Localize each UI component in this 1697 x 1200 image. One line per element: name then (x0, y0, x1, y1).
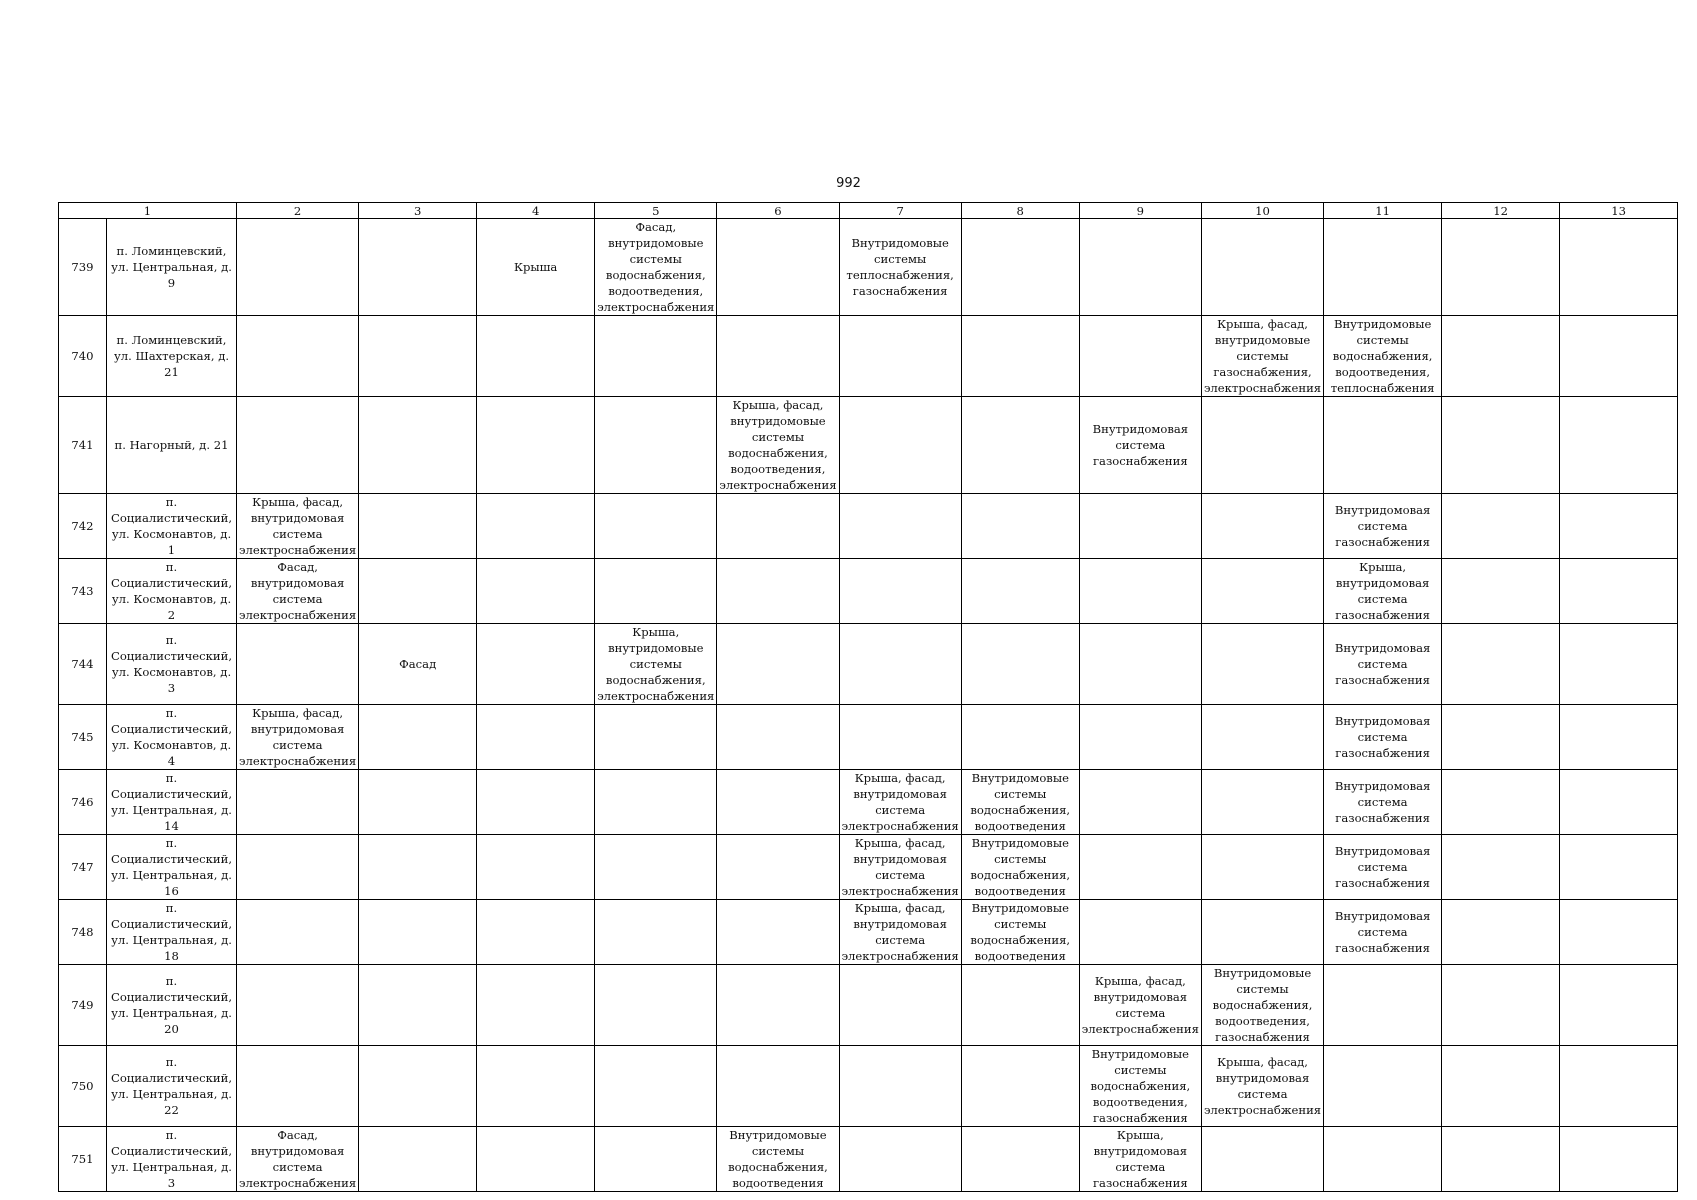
work-cell-col-4 (477, 1046, 595, 1127)
work-cell-col-3 (359, 219, 477, 316)
column-header-11: 11 (1324, 203, 1442, 219)
work-cell-col-9 (1079, 900, 1201, 965)
row-number: 742 (59, 494, 107, 559)
work-cell-col-11: Крыша, внутридомовая система газоснабжения (1324, 559, 1442, 624)
work-cell-col-5 (595, 1046, 717, 1127)
work-cell-col-2 (237, 1046, 359, 1127)
column-header-6: 6 (717, 203, 839, 219)
row-number: 740 (59, 316, 107, 397)
work-cell-col-2 (237, 397, 359, 494)
work-cell-col-9 (1079, 494, 1201, 559)
work-cell-col-7 (839, 397, 961, 494)
row-number: 748 (59, 900, 107, 965)
work-cell-col-12 (1442, 770, 1560, 835)
work-cell-col-9: Внутридомовые системы водоснабжения, водоотведения, газоснабжения (1079, 1046, 1201, 1127)
work-cell-col-6 (717, 900, 839, 965)
work-cell-col-2: Крыша, фасад, внутридомовая система электроснабжения (237, 705, 359, 770)
work-cell-col-7 (839, 559, 961, 624)
work-cell-col-12 (1442, 494, 1560, 559)
work-cell-col-12 (1442, 559, 1560, 624)
work-cell-col-11: Внутридомовая система газоснабжения (1324, 770, 1442, 835)
work-cell-col-2 (237, 316, 359, 397)
work-cell-col-3 (359, 965, 477, 1046)
work-cell-col-8 (961, 965, 1079, 1046)
work-cell-col-2: Крыша, фасад, внутридомовая система электроснабжения (237, 494, 359, 559)
work-cell-col-4 (477, 900, 595, 965)
work-cell-col-5 (595, 965, 717, 1046)
work-cell-col-7: Крыша, фасад, внутридомовая система электроснабжения (839, 770, 961, 835)
work-cell-col-6 (717, 219, 839, 316)
work-cell-col-9 (1079, 219, 1201, 316)
table-row (59, 965, 1678, 1046)
work-cell-col-9 (1079, 559, 1201, 624)
work-cell-col-7: Крыша, фасад, внутридомовая система электроснабжения (839, 900, 961, 965)
work-cell-col-5 (595, 494, 717, 559)
work-cell-col-12 (1442, 705, 1560, 770)
column-header-3: 3 (359, 203, 477, 219)
work-cell-col-11 (1324, 1127, 1442, 1192)
work-cell-col-8 (961, 1127, 1079, 1192)
address-cell: п. Социалистический, ул. Космонавтов, д. 3 (107, 624, 237, 705)
work-cell-col-11 (1324, 1046, 1442, 1127)
table-body (59, 203, 1678, 1192)
work-cell-col-4: Крыша (477, 219, 595, 316)
work-cell-col-10 (1201, 770, 1323, 835)
work-cell-col-11: Внутридомовые системы водоснабжения, водоотведения, теплоснабжения (1324, 316, 1442, 397)
address-cell: п. Ломинцевский, ул. Центральная, д. 9 (107, 219, 237, 316)
work-cell-col-10: Крыша, фасад, внутридомовые системы газоснабжения, электроснабжения (1201, 316, 1323, 397)
column-header-1: 1 (59, 203, 237, 219)
work-cell-col-2 (237, 835, 359, 900)
work-cell-col-10 (1201, 1127, 1323, 1192)
work-cell-col-13 (1560, 900, 1678, 965)
work-cell-col-10 (1201, 835, 1323, 900)
work-cell-col-12 (1442, 1127, 1560, 1192)
work-cell-col-12 (1442, 624, 1560, 705)
work-cell-col-10: Внутридомовые системы водоснабжения, водоотведения, газоснабжения (1201, 965, 1323, 1046)
work-cell-col-9 (1079, 835, 1201, 900)
work-cell-col-8 (961, 316, 1079, 397)
work-cell-col-13 (1560, 835, 1678, 900)
work-cell-col-7 (839, 624, 961, 705)
work-cell-col-2 (237, 900, 359, 965)
page-number: 992 (836, 176, 861, 191)
work-cell-col-3 (359, 770, 477, 835)
work-cell-col-9: Крыша, фасад, внутридомовая система электроснабжения (1079, 965, 1201, 1046)
table-row (59, 1127, 1678, 1192)
work-cell-col-6: Крыша, фасад, внутридомовые системы водоснабжения, водоотведения, электроснабжения (717, 397, 839, 494)
work-cell-col-8 (961, 219, 1079, 316)
table-row (59, 316, 1678, 397)
address-cell: п. Социалистический, ул. Космонавтов, д. 4 (107, 705, 237, 770)
work-cell-col-11: Внутридомовая система газоснабжения (1324, 494, 1442, 559)
work-cell-col-8: Внутридомовые системы водоснабжения, водоотведения (961, 900, 1079, 965)
work-cell-col-5: Фасад, внутридомовые системы водоснабжения, водоотведения, электроснабжения (595, 219, 717, 316)
row-number: 746 (59, 770, 107, 835)
work-cell-col-4 (477, 1127, 595, 1192)
work-cell-col-13 (1560, 965, 1678, 1046)
address-cell: п. Ломинцевский, ул. Шахтерская, д. 21 (107, 316, 237, 397)
column-header-4: 4 (477, 203, 595, 219)
work-cell-col-4 (477, 397, 595, 494)
work-cell-col-11: Внутридомовая система газоснабжения (1324, 835, 1442, 900)
work-cell-col-6 (717, 705, 839, 770)
work-cell-col-5 (595, 770, 717, 835)
table-row (59, 770, 1678, 835)
work-cell-col-9 (1079, 316, 1201, 397)
row-number: 739 (59, 219, 107, 316)
work-cell-col-10 (1201, 559, 1323, 624)
work-cell-col-2 (237, 965, 359, 1046)
work-cell-col-11: Внутридомовая система газоснабжения (1324, 900, 1442, 965)
work-cell-col-7 (839, 494, 961, 559)
column-header-9: 9 (1079, 203, 1201, 219)
work-cell-col-12 (1442, 397, 1560, 494)
row-number: 745 (59, 705, 107, 770)
work-cell-col-6 (717, 559, 839, 624)
work-cell-col-9 (1079, 770, 1201, 835)
column-header-5: 5 (595, 203, 717, 219)
work-cell-col-11: Внутридомовая система газоснабжения (1324, 624, 1442, 705)
work-cell-col-8: Внутридомовые системы водоснабжения, водоотведения (961, 770, 1079, 835)
work-cell-col-7 (839, 316, 961, 397)
row-number: 741 (59, 397, 107, 494)
work-cell-col-11: Внутридомовая система газоснабжения (1324, 705, 1442, 770)
work-cell-col-13 (1560, 1046, 1678, 1127)
column-header-row (59, 203, 1678, 219)
work-cell-col-13 (1560, 219, 1678, 316)
address-cell: п. Социалистический, ул. Центральная, д. 16 (107, 835, 237, 900)
address-cell: п. Социалистический, ул. Центральная, д. 3 (107, 1127, 237, 1192)
column-header-8: 8 (961, 203, 1079, 219)
work-cell-col-8 (961, 494, 1079, 559)
table-row (59, 624, 1678, 705)
work-cell-col-6 (717, 965, 839, 1046)
work-cell-col-11 (1324, 219, 1442, 316)
work-cell-col-8 (961, 397, 1079, 494)
work-cell-col-10 (1201, 219, 1323, 316)
table-row (59, 494, 1678, 559)
work-cell-col-3 (359, 900, 477, 965)
address-cell: п. Социалистический, ул. Космонавтов, д. 1 (107, 494, 237, 559)
work-cell-col-5 (595, 397, 717, 494)
work-cell-col-12 (1442, 219, 1560, 316)
work-cell-col-2: Фасад, внутридомовая система электроснабжения (237, 559, 359, 624)
work-cell-col-10 (1201, 900, 1323, 965)
work-cell-col-13 (1560, 397, 1678, 494)
work-cell-col-12 (1442, 965, 1560, 1046)
work-cell-col-13 (1560, 770, 1678, 835)
work-cell-col-5 (595, 900, 717, 965)
work-cell-col-3: Фасад (359, 624, 477, 705)
work-cell-col-8 (961, 559, 1079, 624)
column-header-7: 7 (839, 203, 961, 219)
work-cell-col-2 (237, 770, 359, 835)
column-header-13: 13 (1560, 203, 1678, 219)
work-cell-col-4 (477, 316, 595, 397)
work-cell-col-11 (1324, 965, 1442, 1046)
address-cell: п. Социалистический, ул. Центральная, д. 14 (107, 770, 237, 835)
work-cell-col-9 (1079, 705, 1201, 770)
work-cell-col-9 (1079, 624, 1201, 705)
column-header-12: 12 (1442, 203, 1560, 219)
work-cell-col-8 (961, 705, 1079, 770)
row-number: 749 (59, 965, 107, 1046)
work-cell-col-12 (1442, 900, 1560, 965)
work-cell-col-4 (477, 705, 595, 770)
work-cell-col-11 (1324, 397, 1442, 494)
work-cell-col-3 (359, 397, 477, 494)
work-cell-col-7 (839, 965, 961, 1046)
work-cell-col-12 (1442, 835, 1560, 900)
work-cell-col-4 (477, 965, 595, 1046)
work-cell-col-5 (595, 835, 717, 900)
work-cell-col-5: Крыша, внутридомовые системы водоснабжения, электроснабжения (595, 624, 717, 705)
table-row (59, 900, 1678, 965)
address-cell: п. Социалистический, ул. Центральная, д. 22 (107, 1046, 237, 1127)
work-cell-col-13 (1560, 494, 1678, 559)
table-row (59, 397, 1678, 494)
work-cell-col-9: Крыша, внутридомовая система газоснабжения (1079, 1127, 1201, 1192)
work-cell-col-6 (717, 624, 839, 705)
work-cell-col-7: Внутридомовые системы теплоснабжения, газоснабжения (839, 219, 961, 316)
row-number: 751 (59, 1127, 107, 1192)
work-cell-col-6 (717, 835, 839, 900)
work-cell-col-9: Внутридомовая система газоснабжения (1079, 397, 1201, 494)
table-row (59, 219, 1678, 316)
work-cell-col-5 (595, 705, 717, 770)
work-cell-col-2 (237, 624, 359, 705)
work-cell-col-5 (595, 316, 717, 397)
work-cell-col-3 (359, 316, 477, 397)
table-row (59, 705, 1678, 770)
work-cell-col-6 (717, 1046, 839, 1127)
work-cell-col-4 (477, 770, 595, 835)
work-cell-col-8: Внутридомовые системы водоснабжения, водоотведения (961, 835, 1079, 900)
work-cell-col-3 (359, 835, 477, 900)
address-cell: п. Социалистический, ул. Центральная, д. 18 (107, 900, 237, 965)
work-cell-col-12 (1442, 316, 1560, 397)
work-cell-col-13 (1560, 1127, 1678, 1192)
work-cell-col-7 (839, 705, 961, 770)
work-cell-col-8 (961, 1046, 1079, 1127)
work-cell-col-5 (595, 1127, 717, 1192)
work-cell-col-4 (477, 624, 595, 705)
work-cell-col-6: Внутридомовые системы водоснабжения, водоотведения (717, 1127, 839, 1192)
work-cell-col-2 (237, 219, 359, 316)
work-cell-col-13 (1560, 316, 1678, 397)
work-cell-col-13 (1560, 624, 1678, 705)
work-cell-col-8 (961, 624, 1079, 705)
row-number: 747 (59, 835, 107, 900)
row-number: 744 (59, 624, 107, 705)
work-cell-col-7 (839, 1046, 961, 1127)
work-cell-col-10 (1201, 397, 1323, 494)
work-cell-col-4 (477, 559, 595, 624)
work-cell-col-6 (717, 316, 839, 397)
work-schedule-table (58, 202, 1678, 1192)
work-cell-col-3 (359, 559, 477, 624)
work-cell-col-2: Фасад, внутридомовая система электроснабжения (237, 1127, 359, 1192)
work-cell-col-10 (1201, 494, 1323, 559)
work-cell-col-5 (595, 559, 717, 624)
address-cell: п. Социалистический, ул. Космонавтов, д. 2 (107, 559, 237, 624)
work-cell-col-6 (717, 770, 839, 835)
row-number: 750 (59, 1046, 107, 1127)
table-row (59, 1046, 1678, 1127)
work-cell-col-3 (359, 1046, 477, 1127)
work-cell-col-13 (1560, 559, 1678, 624)
column-header-10: 10 (1201, 203, 1323, 219)
row-number: 743 (59, 559, 107, 624)
work-cell-col-7: Крыша, фасад, внутридомовая система электроснабжения (839, 835, 961, 900)
address-cell: п. Нагорный, д. 21 (107, 397, 237, 494)
work-cell-col-3 (359, 494, 477, 559)
work-cell-col-3 (359, 1127, 477, 1192)
table-row (59, 559, 1678, 624)
work-cell-col-10: Крыша, фасад, внутридомовая система электроснабжения (1201, 1046, 1323, 1127)
column-header-2: 2 (237, 203, 359, 219)
work-cell-col-3 (359, 705, 477, 770)
work-cell-col-7 (839, 1127, 961, 1192)
work-cell-col-13 (1560, 705, 1678, 770)
work-cell-col-4 (477, 494, 595, 559)
work-cell-col-4 (477, 835, 595, 900)
work-cell-col-12 (1442, 1046, 1560, 1127)
work-cell-col-6 (717, 494, 839, 559)
work-cell-col-10 (1201, 705, 1323, 770)
table-row (59, 835, 1678, 900)
work-cell-col-10 (1201, 624, 1323, 705)
address-cell: п. Социалистический, ул. Центральная, д. 20 (107, 965, 237, 1046)
